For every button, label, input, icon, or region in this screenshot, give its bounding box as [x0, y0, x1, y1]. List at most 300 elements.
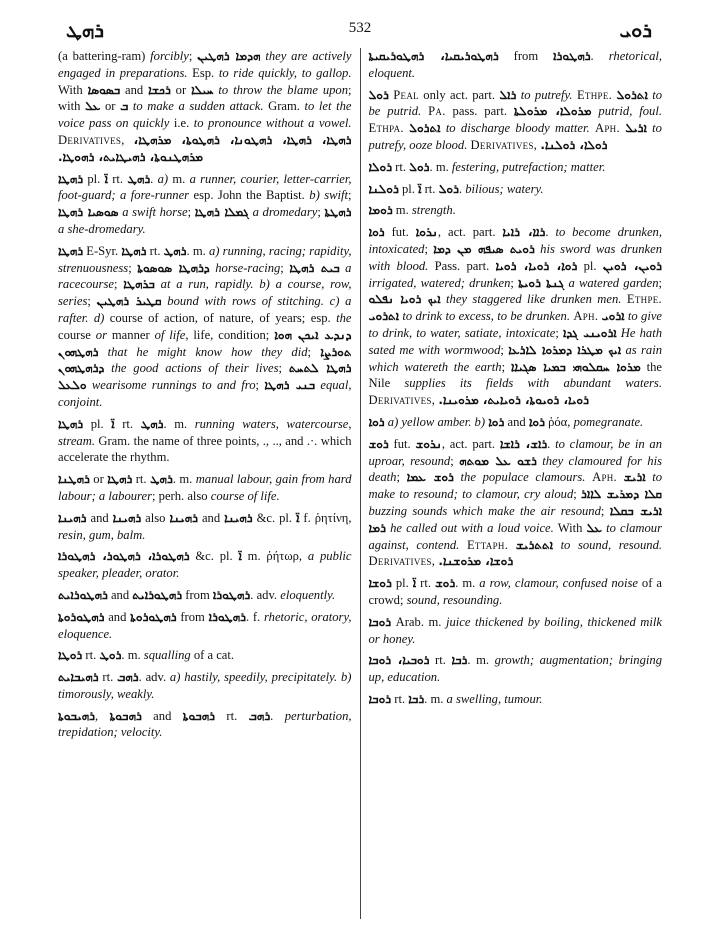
entry-text: ῥόα,: [544, 414, 574, 429]
entry-text: the Nile: [368, 359, 662, 391]
syriac-word: ܪܘܛܐ: [58, 648, 83, 663]
syriac-word: ܢܪܘܫ: [415, 436, 442, 451]
entry-text: only act. part.: [418, 87, 500, 102]
definition-text: he called out with a loud voice.: [390, 520, 554, 535]
entry-text: course: [58, 327, 96, 342]
entry-text: [459, 538, 467, 552]
syriac-word: ܪܗܛܐ ܠܬܚܬ ܘܠܥܠ: [58, 361, 352, 393]
definition-text: to clamour, be in an uproar, resound: [368, 436, 662, 468]
dictionary-entry: [369, 691, 663, 708]
entry-text: and: [504, 414, 529, 429]
grammar-label: Derivatives,: [58, 132, 125, 147]
grammar-label: Derivatives,: [368, 554, 436, 569]
syriac-word: ܪܗܛ: [163, 243, 187, 258]
entry-text: life, condition;: [188, 327, 275, 342]
definition-text: strength.: [411, 203, 456, 218]
entry-text: ;: [317, 205, 325, 220]
entry-text: ;: [600, 503, 610, 518]
definition-text: a runner, courier, letter-carrier, foot-guard; a fore-runner: [58, 171, 352, 203]
entry-text: from: [498, 49, 554, 63]
grammar-label: Peal: [393, 87, 419, 102]
syriac-word: ܪܗܒܘܬܐ: [109, 708, 142, 723]
definition-text: of life,: [154, 327, 189, 342]
grammar-label: Aph.: [592, 470, 618, 485]
syriac-word: ܪܗܛܐ: [58, 416, 84, 431]
syriac-word: ܐܝܟ ܪܘܝܐ ܢܦܠܘ: [368, 292, 441, 307]
entry-text: ; perh. also: [152, 488, 211, 503]
definition-text: to become drunken, intoxicated: [368, 225, 662, 256]
dictionary-entry: [369, 159, 663, 176]
definition-text: to give to drink, to water, satiate, intoxicate: [368, 309, 662, 340]
entry-text: rt.: [82, 648, 100, 663]
definition-text: a public speaker, pleader, orator.: [58, 549, 352, 581]
entry-text: . f.: [245, 609, 264, 624]
syriac-word: ܪܘܠ: [438, 181, 459, 196]
syriac-word: ܒܪܗܛܐ: [123, 277, 155, 292]
definition-text: forcibly: [150, 49, 189, 63]
entry-text: Gram.: [263, 99, 305, 114]
entry-text: [617, 470, 624, 484]
syriac-word: ܡܪܘܐ ܚܩܠܘܗܝ ܒܡܝܐ ܣܓܝܐܐ: [510, 359, 641, 374]
right-column: [361, 48, 663, 919]
syriac-word: ܪܗܛܘܪܐ: [208, 609, 246, 624]
definition-text: that he might know how they did: [107, 344, 308, 359]
entry-text: [508, 538, 516, 552]
definition-text: equal, conjoint.: [58, 378, 352, 409]
syriac-word: ܪܘܝܢ، ܪܘܝܢ: [602, 258, 662, 273]
definition-text: irrigated, watered; drunken: [368, 275, 511, 290]
definition-text: the: [336, 310, 352, 325]
definition-text: sound, resounding.: [406, 592, 503, 607]
entry-text: from: [176, 609, 209, 624]
syriac-word: ܪܗܒܘܬܐ: [182, 708, 215, 723]
syriac-word: ܪܘܐ: [528, 414, 545, 429]
entry-text: . m.: [163, 416, 195, 431]
syriac-word: ܪܘܫ ܥܡܐ: [406, 470, 454, 485]
definition-text: course of life.: [210, 488, 280, 503]
syriac-word: ܒ: [120, 99, 129, 114]
dictionary-entry: [58, 48, 352, 166]
syriac-word: ܪܗܝܢܐ: [58, 510, 87, 525]
syriac-word: ܪܗܛܘܪܘܬܐ: [130, 609, 177, 624]
entry-text: and: [141, 708, 183, 723]
syriac-word: ܩܛܝܪ ܪܗܛܝܢ: [96, 294, 162, 309]
definition-text: running waters, watercourse, stream.: [58, 416, 352, 448]
definition-text: a) yellow amber. b): [387, 414, 486, 429]
entry-text: ;: [348, 188, 352, 203]
dictionary-entry: [369, 87, 663, 154]
entry-text: , act. part.: [437, 225, 503, 240]
syriac-word: ܐܪܘܝ: [601, 309, 625, 324]
grammar-label: Derivatives,: [368, 393, 436, 408]
syriac-word: ܪܘܒܐ: [368, 691, 392, 706]
syriac-word: ܪܘܫܐ، ܡܪܘܫܢܐ.: [438, 554, 514, 569]
definition-text: b) swift: [309, 188, 348, 203]
syriac-word: ܪܗܛܐ: [121, 243, 147, 258]
definition-text: rhetoric, oratory, eloquence.: [58, 609, 352, 641]
entry-text: pl.: [577, 258, 603, 273]
syriac-word: ܪܗܝܢܐ: [112, 510, 142, 525]
entry-text: [125, 133, 134, 147]
syriac-word: ܪܗܛܢܐ: [58, 472, 90, 487]
definition-text: to make to resound; to clamour, cry aloud: [368, 470, 662, 502]
entry-text: and: [86, 510, 113, 525]
syriac-word: ܕܪܗܛܐ ܣܘܣܘܬܐ: [137, 260, 210, 275]
syriac-word: ܪܗܛܘܪܐ: [553, 49, 591, 63]
definition-text: a) running, racing; rapidity, strenuousness: [58, 243, 352, 275]
definition-text: to putrefy.: [520, 87, 573, 102]
entry-text: . m.: [467, 653, 495, 668]
definition-text: c) a rafter. d): [58, 294, 352, 325]
definition-text: pomegranate.: [573, 414, 644, 429]
definition-text: resin, gum, balm.: [58, 527, 146, 542]
syriac-word: ܪܗܒ: [248, 708, 271, 723]
grammar-label: Pa.: [428, 104, 446, 119]
definition-text: perturbation, trepidation; velocity.: [58, 708, 352, 740]
entry-text: pl.: [391, 576, 413, 591]
grammar-label: Aph.: [573, 309, 599, 324]
entry-text: of a crowd;: [368, 576, 662, 607]
syriac-word: ܢܪܘܐ: [415, 225, 438, 240]
definition-text: the populace clamours.: [460, 470, 586, 485]
syriac-word: ܡܪܘܠܐ، ܡܪܘܠܬܐ: [513, 104, 592, 119]
entry-text: and: [120, 82, 149, 97]
definition-text: as rain which watereth the earth: [368, 342, 662, 374]
syriac-word: ܪܗܛܘܪܝܩܝܐ، ܪܗܛܘܪܝܩܝܬܐ: [368, 49, 499, 63]
syriac-word: ܪܗܛܐ: [107, 472, 133, 487]
entry-text: rt.: [107, 171, 128, 186]
syriac-word: ܪܘܡܐ: [368, 203, 393, 218]
syriac-word: ܪܘܫ: [434, 576, 456, 591]
definition-text: to make a sudden attack.: [132, 99, 264, 114]
grammar-label: Ethpe.: [626, 292, 662, 307]
dictionary-entry: [369, 436, 663, 570]
entry-text: rt.: [132, 472, 150, 487]
entry-text: E-Syr.: [83, 243, 122, 258]
syriac-word: ܐܪܘܝܢܝ ܓܕܐ: [562, 325, 617, 340]
entry-text: With: [553, 520, 587, 535]
definition-text: they are actively engaged in preparations.: [58, 49, 352, 80]
entry-text: ,: [95, 708, 110, 723]
entry-text: ;: [128, 260, 138, 275]
entry-text: .: [150, 171, 158, 186]
syriac-word: ܪܗܛܐ: [58, 171, 84, 186]
entry-text: Pass. part.: [428, 258, 496, 273]
entry-text: [454, 470, 461, 484]
syriac-word: ܪܐܐ، ܪܐܝܐ: [502, 225, 546, 240]
entry-text: rt.: [421, 181, 439, 196]
definition-text: a): [157, 171, 169, 186]
syriac-word: ܒܢܝ ܪܗܛܐ: [264, 378, 316, 393]
definition-text: or: [95, 327, 107, 342]
syriac-word: ܐ̈: [418, 181, 422, 196]
entry-text: . m.: [172, 472, 196, 487]
entry-text: ;: [450, 453, 460, 468]
definition-text: bilious; watery.: [465, 181, 544, 196]
syriac-word: ܐ̈: [111, 416, 115, 431]
syriac-word: ܪܘܒܐ: [368, 614, 392, 629]
entry-text: rt.: [114, 416, 141, 431]
syriac-word: ܪܘܠ: [409, 159, 430, 174]
syriac-word: ܪܗܛܐ: [58, 243, 84, 258]
entry-text: [98, 345, 107, 359]
dictionary-entry: [58, 647, 352, 664]
entry-text: ;: [658, 275, 662, 290]
syriac-word: ܪܗܛܘܪܘܬܐ: [58, 609, 105, 624]
entry-text: . m.: [186, 243, 209, 258]
entry-text: . m.: [121, 648, 144, 663]
entry-text: ;: [500, 342, 509, 357]
syriac-word: ܪܘܐ: [488, 414, 505, 429]
syriac-word: ܐ̈: [104, 171, 108, 186]
two-column-body: [58, 48, 662, 919]
syriac-word: ܓܡܠܐ ܪܗܛܐ: [194, 205, 249, 220]
syriac-word: ܪܟܫܐ: [148, 82, 171, 97]
running-head-left: ܪܗܛ: [66, 18, 105, 42]
dictionary-entry: [58, 171, 352, 238]
definition-text: a she-dromedary.: [58, 221, 146, 236]
entry-text: or: [100, 99, 121, 114]
syriac-word: ܐܪܝܫ ܒܩܠܐ ܪܡܐ: [368, 503, 662, 535]
entry-text: ;: [278, 361, 289, 376]
syriac-word: ܥܠ: [84, 99, 101, 114]
entry-text: . m.: [424, 691, 447, 706]
syriac-word: ܪܗܛܘܪܐ: [212, 587, 251, 602]
definition-text: to let the voice pass on quickly: [58, 99, 352, 131]
dictionary-entry: [369, 652, 663, 686]
syriac-word: ܪܗܛ: [149, 472, 173, 487]
syriac-word: ܪܘܐ: [368, 225, 385, 240]
syriac-word: ܪܗܒ: [117, 670, 139, 685]
syriac-word: ܪܒܐ: [408, 691, 425, 706]
definition-text: they clamoured for his death: [368, 453, 662, 485]
syriac-word: ܪܐܫ، ܪܐܫܐ: [499, 436, 548, 451]
definition-text: wearisome runnings to and fro: [91, 378, 256, 393]
entry-text: ;: [510, 275, 519, 290]
entry-text: ;: [187, 205, 195, 220]
syriac-word: ܐ̈: [238, 549, 242, 564]
syriac-word: ܪܗܝܒܐܝܬ: [58, 670, 99, 685]
entry-text: f. ῥητίνη,: [299, 510, 352, 525]
definition-text: He hath sated me with wormwood: [368, 325, 662, 357]
entry-text: ;: [555, 325, 563, 340]
definition-text: to sound, resound.: [560, 537, 662, 552]
syriac-word: ܥܠ: [586, 520, 602, 535]
dictionary-entry: [58, 510, 352, 544]
entry-text: m. ῥήτωρ,: [241, 549, 308, 564]
definition-text: a swift horse: [122, 205, 188, 220]
dictionary-entry: [58, 708, 352, 742]
entry-text: Esp.: [187, 65, 219, 80]
syriac-word: ܪܘܠܐ، ܪܘܠܢܐ.: [540, 137, 608, 152]
dictionary-entry: [369, 181, 663, 198]
entry-text: ;: [573, 487, 582, 502]
entry-text: ;: [280, 260, 290, 275]
entry-text: . m.: [429, 159, 452, 174]
definition-text: a row, clamour, confused noise: [479, 576, 638, 591]
entry-text: Arab. m.: [391, 614, 446, 629]
definition-text: a swelling, tumour.: [446, 691, 543, 706]
definition-text: squalling: [143, 648, 191, 663]
entry-text: also: [141, 510, 170, 525]
syriac-word: ܪܘܫ: [368, 436, 389, 451]
definition-text: putrid, foul.: [598, 104, 662, 119]
entry-text: m.: [392, 203, 412, 218]
syriac-word: ܐܬܪܘܠ: [409, 121, 441, 136]
entry-text: i.e.: [169, 116, 194, 131]
dictionary-entry: [58, 416, 352, 466]
definition-text: to throw the blame upon: [218, 82, 349, 97]
entry-text: rt.: [392, 159, 410, 174]
dictionary-entry: [58, 609, 352, 643]
dictionary-entry: [58, 548, 352, 582]
entry-text: rt.: [391, 691, 409, 706]
entry-text: , act. part.: [441, 436, 500, 451]
entry-text: .: [547, 436, 556, 451]
entry-text: pass. part.: [445, 104, 514, 119]
definition-text: rhetorical, eloquent.: [368, 49, 662, 80]
entry-text: rt.: [146, 243, 164, 258]
definition-text: to putrefy, ooze blood.: [368, 121, 662, 152]
dictionary-entry: [369, 614, 663, 648]
syriac-word: ܪܗܛ: [140, 416, 164, 431]
dictionary-entry: [369, 414, 663, 431]
syriac-word: ܐܝܟ ܡܛܪܐ ܕܡܪܘܐ ܠܐܪܥܐ: [508, 342, 622, 357]
entry-text: ;: [255, 378, 265, 393]
syriac-word: ܪܘܛ: [99, 648, 122, 663]
syriac-word: ܪܗܛܬܐ: [324, 205, 352, 220]
entry-text: ;: [188, 49, 198, 63]
page-number: 532: [348, 20, 372, 36]
entry-text: ;: [396, 470, 407, 485]
entry-text: fut.: [384, 225, 416, 240]
running-head-right: ܪܘܝ: [619, 18, 652, 42]
entry-text: rt.: [215, 708, 249, 723]
entry-text: rt.: [98, 670, 118, 685]
entry-text: ;: [87, 294, 97, 309]
entry-text: esp. John the Baptist.: [189, 188, 310, 203]
definition-text: a dromedary: [252, 205, 318, 220]
syriac-word: ܪܗܝܒܘܬܐ: [58, 708, 96, 723]
dictionary-entry: [58, 669, 352, 703]
entry-text: [553, 538, 561, 552]
grammar-label: Ethpe.: [576, 87, 613, 102]
dictionary-entry: [369, 224, 663, 409]
entry-text: ;: [424, 241, 434, 256]
syriac-word: ܐܬܬܪܝܫ: [515, 537, 553, 552]
entry-text: or: [89, 472, 108, 487]
dictionary-entry: [369, 575, 663, 609]
entry-text: manner: [106, 327, 155, 342]
entry-text: With: [58, 82, 88, 97]
definition-text: his sword was drunken with blood.: [368, 241, 662, 273]
dictionary-entry: [369, 48, 663, 82]
dictionary-entry: [58, 243, 352, 411]
entry-text: m.: [168, 171, 190, 186]
definition-text: bound with rows of stitching.: [167, 294, 324, 309]
entry-text: rt.: [416, 576, 435, 591]
grammar-label: Ethpa.: [368, 121, 404, 136]
entry-text: Gram. the name of three points, ., .., and .·. which accelerate the rhythm.: [58, 433, 352, 465]
page-header: [58, 18, 662, 48]
grammar-label: Ettaph.: [466, 537, 509, 552]
definition-text: the good actions of their lives: [111, 361, 279, 376]
syriac-word: ܪܘܝܬ ܣܝܦܗ ܡܢ ܕܡܐ: [433, 241, 535, 256]
dictionary-entry: [58, 587, 352, 604]
syriac-word: ܪܘܠܢܐ: [368, 181, 399, 196]
entry-text: ; with: [58, 82, 352, 114]
definition-text: to be putrid.: [368, 87, 662, 119]
entry-text: (a battering-ram): [58, 49, 151, 63]
syriac-word: ܩܠܐ ܕܡܪܝܫ ܠܐܐܪ: [581, 487, 662, 502]
entry-text: .: [590, 49, 609, 63]
entry-text: pl.: [83, 416, 112, 431]
definition-text: eloquently.: [280, 587, 336, 602]
definition-text: supplies its fields with abundant waters.: [404, 376, 662, 391]
entry-text: .: [458, 181, 466, 196]
syriac-word: ܐܬܪܘܠ: [616, 87, 648, 102]
dictionary-entry: [58, 471, 352, 505]
syriac-word: ܐܬܪܘܝ: [368, 309, 400, 324]
syriac-word: ܬܘܪܨܐ ܕܪܗܛܗܘܢ: [58, 344, 352, 376]
entry-text: and: [197, 510, 225, 525]
syriac-word: ܪܫܘ ܥܠ ܡܘܬܗ: [459, 453, 537, 468]
entry-text: from: [182, 587, 213, 602]
entry-text: pl.: [398, 181, 419, 196]
syriac-word: ܪܘܠܐ: [368, 159, 393, 174]
syriac-word: ܪܘܫܐ: [368, 576, 392, 591]
syriac-word: ܒܣܘܣܐ: [87, 82, 121, 97]
definition-text: to discharge bloody matter.: [445, 121, 590, 136]
definition-text: a watered garden: [568, 275, 659, 290]
syriac-word: ܗܕܡܐ ܪܗܛܝܢ: [197, 49, 261, 63]
entry-text: pl.: [83, 171, 105, 186]
entry-text: . m.: [455, 576, 480, 591]
definition-text: a racecourse: [58, 260, 352, 292]
syriac-word: ܪܗܛܘܪܐܝܬ: [58, 587, 108, 602]
syriac-word: ܪܗܝܢܐ: [224, 510, 253, 525]
entry-text: ;: [307, 344, 321, 359]
definition-text: growth; augmentation; bringing up, education.: [368, 653, 662, 685]
entry-text: .: [545, 225, 556, 240]
entry-text: or: [170, 82, 192, 97]
entry-text: .: [270, 708, 285, 723]
entry-text: of a cat.: [190, 648, 235, 663]
definition-text: at a run, rapidly. b) a course, row, series: [58, 277, 352, 309]
syriac-word: ܪܘܒܝܐ، ܪܘܒܐ: [368, 653, 430, 668]
entry-text: rt.: [429, 653, 452, 668]
dictionary-entry: [369, 202, 663, 219]
definition-text: festering, putrefaction; matter.: [451, 159, 606, 174]
syriac-word: ܚܝܠܐ: [191, 82, 214, 97]
syriac-word: ܪܗܝܢܐ: [169, 510, 198, 525]
entry-text: and: [104, 609, 131, 624]
syriac-word: ܪܘܠ: [368, 87, 389, 102]
grammar-label: Derivatives,: [470, 137, 538, 152]
definition-text: buzzing sounds which make the air resound: [368, 503, 601, 518]
entry-text: ;: [501, 359, 511, 374]
syriac-word: ܐܪܝܫ: [623, 470, 646, 485]
syriac-word: ܪܘܐ، ܪܘܝܐ، ܪܘܝܐ: [495, 258, 578, 273]
syriac-word: ܣܘܣܝܐ ܪܗܛܐ: [58, 205, 119, 220]
entry-text: . adv.: [250, 587, 281, 602]
entry-text: and: [107, 587, 133, 602]
entry-text: &c. pl.: [252, 510, 297, 525]
syriac-word: ܪܘܐ: [368, 414, 385, 429]
syriac-word: ܓܢܬܐ ܪܘܝܬܐ: [518, 275, 565, 290]
definition-text: they staggered like drunken men.: [446, 292, 622, 307]
syriac-word: ܪܒܐ: [451, 653, 468, 668]
